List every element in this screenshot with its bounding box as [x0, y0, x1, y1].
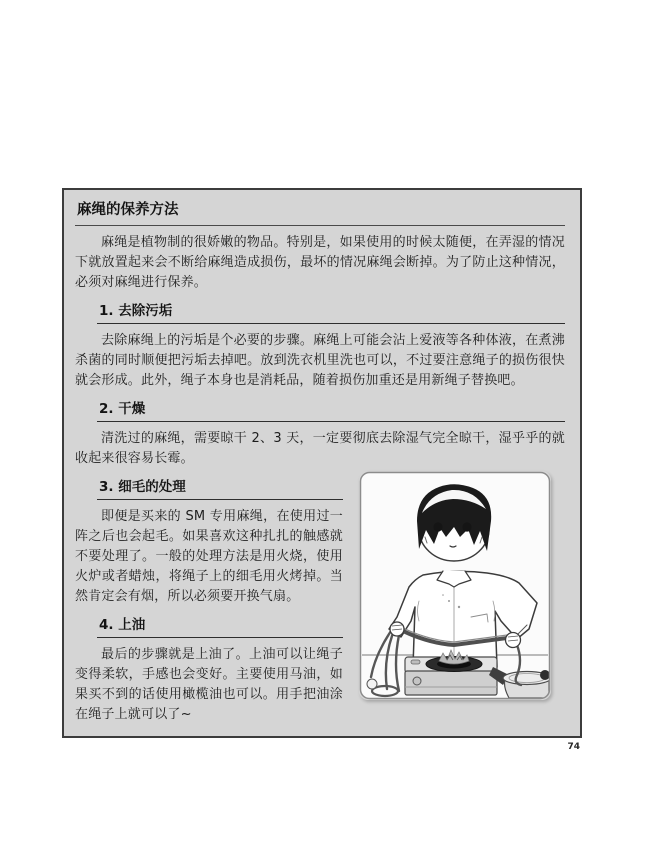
illustration-drawing	[359, 471, 551, 700]
section-body-4: 最后的步骤就是上油了。上油可以让绳子变得柔软，手感也会变好。主要使用马油，如果买不到的话使用橄榄油也可以。用手把油涂在绳子上就可以了~	[75, 647, 343, 722]
left-eye	[433, 522, 442, 531]
intro-paragraph: 麻绳是植物制的很娇嫩的物品。特别是，如果使用的时候太随便，在弄湿的情况下就放置起来会不断给麻绳造成损伤，最坏的情况麻绳会断掉。为了防止这种情况，必须对麻绳进行保养。	[75, 235, 565, 290]
section-heading-3: 3. 细毛的处理	[97, 478, 343, 500]
section-body-1: 去除麻绳上的污垢是个必要的步骤。麻绳上可能会沾上爱液等各种体液，在煮沸杀菌的同时顺便把污垢去掉吧。放到洗衣机里洗也可以，不过要注意绳子的损伤很快就会形成。此外，绳子本身也是消耗品，随着损伤加重还是用新绳子替换吧。	[75, 333, 565, 388]
page-number: 74	[567, 742, 580, 752]
stove-knob	[413, 677, 421, 685]
article-title: 麻绳的保养方法	[75, 197, 565, 226]
pot	[503, 670, 551, 698]
section-body-2: 清洗过的麻绳，需要晾干 2、3 天，一定要彻底去除湿气完全晾干，湿乎乎的就收起来很容易长霉。	[75, 431, 565, 466]
right-eye	[462, 522, 471, 531]
pot-knob	[540, 670, 550, 680]
article-box	[62, 188, 582, 738]
section-heading-4: 4. 上油	[97, 616, 343, 638]
rope-singeing-illustration	[359, 471, 551, 700]
section-body-3: 即便是买来的 SM 专用麻绳，在使用过一阵之后也会起毛。如果喜欢这种扎扎的触感就不要处理了。一般的处理方法是用火烧，使用火炉或者蜡烛，将绳子上的细毛用火烤掉。当然肯定会有烟，所以必须要开换气扇。	[75, 509, 343, 604]
section-heading-1: 1. 去除污垢	[97, 302, 565, 324]
section-heading-2: 2. 干燥	[97, 400, 565, 422]
